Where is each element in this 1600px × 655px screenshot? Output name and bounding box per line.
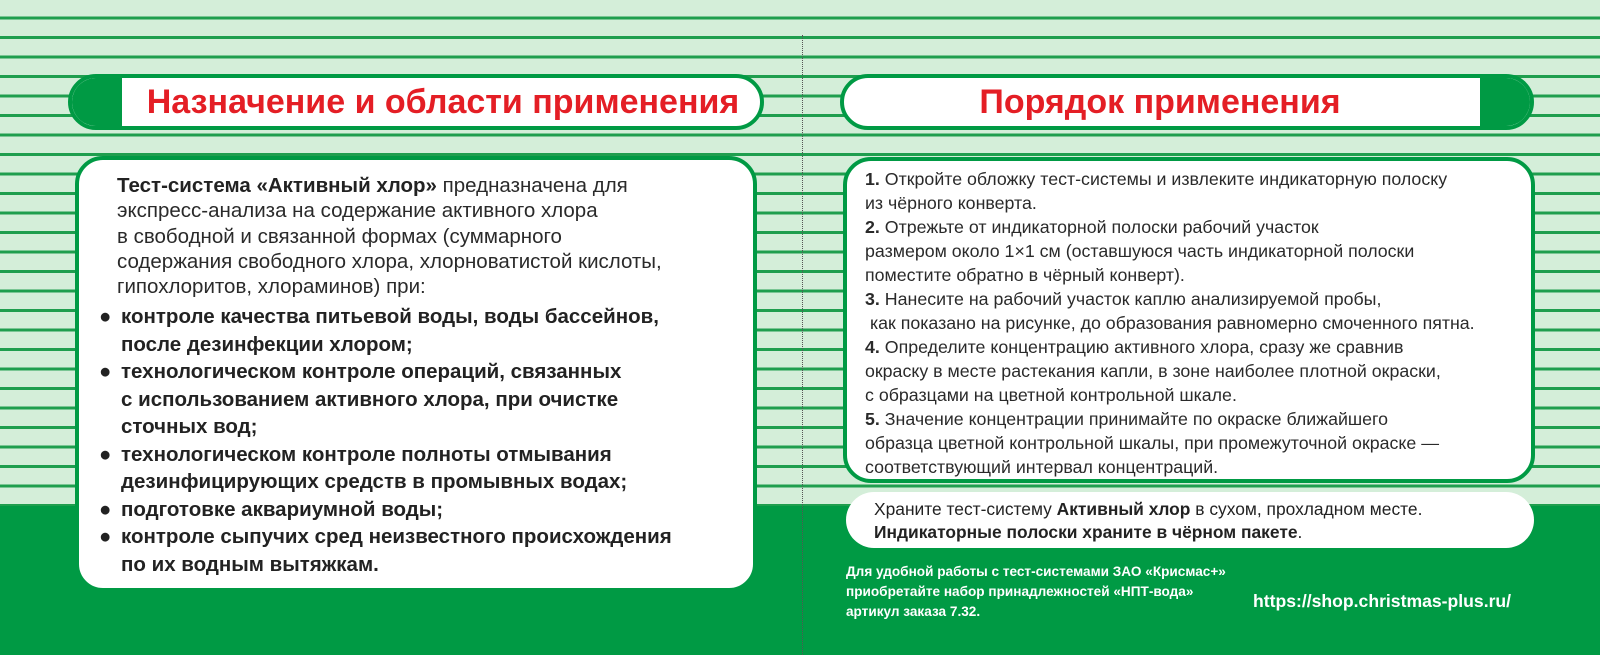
bullet-icon: ● [99,442,112,466]
list-line: дезинфицирующих средств в промывных водах; [121,470,628,493]
bullet-icon: ● [99,497,112,521]
list-line: контроле качества питьевой воды, воды бассейнов, [121,305,659,328]
step-item [865,407,1545,479]
steps-list [865,167,1545,479]
list-line: подготовке аквариумной воды; [121,497,444,521]
storage-warning: Индикаторные полоски храните в чёрном пакете [874,522,1298,542]
list-line: по их водным вытяжкам. [121,552,379,576]
step-item [865,167,1545,215]
storage-text [874,498,1524,544]
shop-link[interactable]: https://shop.christmas-plus.ru/ [1253,591,1512,611]
right-title-banner [840,74,1534,130]
list-item [99,303,759,358]
list-item [99,523,759,578]
application-list [99,303,759,578]
list-line: технологическом контроле операций, связанных [121,360,622,383]
step-line: как показано на рисунке, до образования равномерно смоченного пятна. [865,313,1475,333]
leaf-decoration-right [1480,74,1534,130]
list-line: с использованием активного хлора, при очистке [121,387,619,411]
intro-text [117,173,747,299]
leaf-decoration-left [68,74,122,130]
list-item [99,441,759,496]
storage-part: в сухом, прохладном месте. [1190,499,1423,519]
left-title: Назначение и области применения [146,83,740,121]
storage-note [846,492,1534,548]
footnote [846,562,1266,622]
intro-bold: Тест-система «Активный хлор» [117,174,437,197]
instructions-card [843,157,1535,483]
step-number: 2. [865,217,880,237]
footnote-line: артикул заказа 7.32. [846,604,981,619]
list-item [99,358,759,441]
left-title-banner [68,74,764,130]
step-line: размером около 1×1 см (оставшуюся часть индикаторной полоски [865,241,1415,261]
step-line: Определите концентрацию активного хлора, сразу же сравнив [879,337,1404,357]
footnote-line: Для удобной работы с тест-системами ЗАО «Крисмас+» [846,564,1226,579]
intro-line: экспресс-анализа на содержание активного хлора [117,199,598,223]
step-number: 3. [865,289,880,309]
intro-line: содержания свободного хлора, хлорноватистой кислоты, [117,249,662,273]
bullet-icon: ● [99,305,112,328]
step-line: из чёрного конверта. [865,193,1037,213]
step-line: Нанесите на рабочий участок каплю анализируемой пробы, [879,289,1382,309]
purpose-card [75,156,757,592]
step-line: окраску в месте растекания капли, в зоне наиболее плотной окраски, [865,361,1441,381]
storage-part: . [1297,522,1303,542]
list-line: после дезинфекции хлором; [121,332,413,356]
storage-part: Храните тест-систему [874,499,1057,519]
step-line: Значение концентрации принимайте по окраске ближайшего [879,409,1389,429]
storage-product-name: Активный хлор [1056,499,1191,519]
step-line: Отрежьте от индикаторной полоски рабочий участок [879,217,1319,237]
fold-line [802,35,803,655]
step-number: 1. [865,169,880,189]
bullet-icon: ● [99,525,112,548]
intro-line: гипохлоритов, хлораминов) при: [117,275,426,299]
intro-line: предназначена для [436,174,628,197]
list-line: контроле сыпучих сред неизвестного происхождения [121,525,672,548]
step-item [865,335,1545,407]
step-item [865,215,1545,287]
list-item [99,496,759,524]
intro-line: в свободной и связанной формах (суммарного [117,224,562,248]
right-title: Порядок применения [979,83,1341,121]
bullet-icon: ● [99,360,112,383]
step-line: соответствующий интервал концентраций. [865,457,1219,477]
list-line: технологическом контроле полноты отмывания [121,442,612,466]
list-line: сточных вод; [121,415,258,438]
step-line: поместите обратно в чёрный конверт). [865,265,1185,285]
step-number: 4. [865,337,880,357]
step-number: 5. [865,409,880,429]
footnote-line: приобретайте набор принадлежностей «НПТ-вода» [846,584,1194,599]
step-line: образца цветной контрольной шкалы, при промежуточной окраске — [865,433,1439,453]
step-line: Откройте обложку тест-системы и извлеките индикаторную полоску [879,169,1448,189]
step-item [865,287,1545,335]
step-line: с образцами на цветной контрольной шкале. [865,385,1237,405]
